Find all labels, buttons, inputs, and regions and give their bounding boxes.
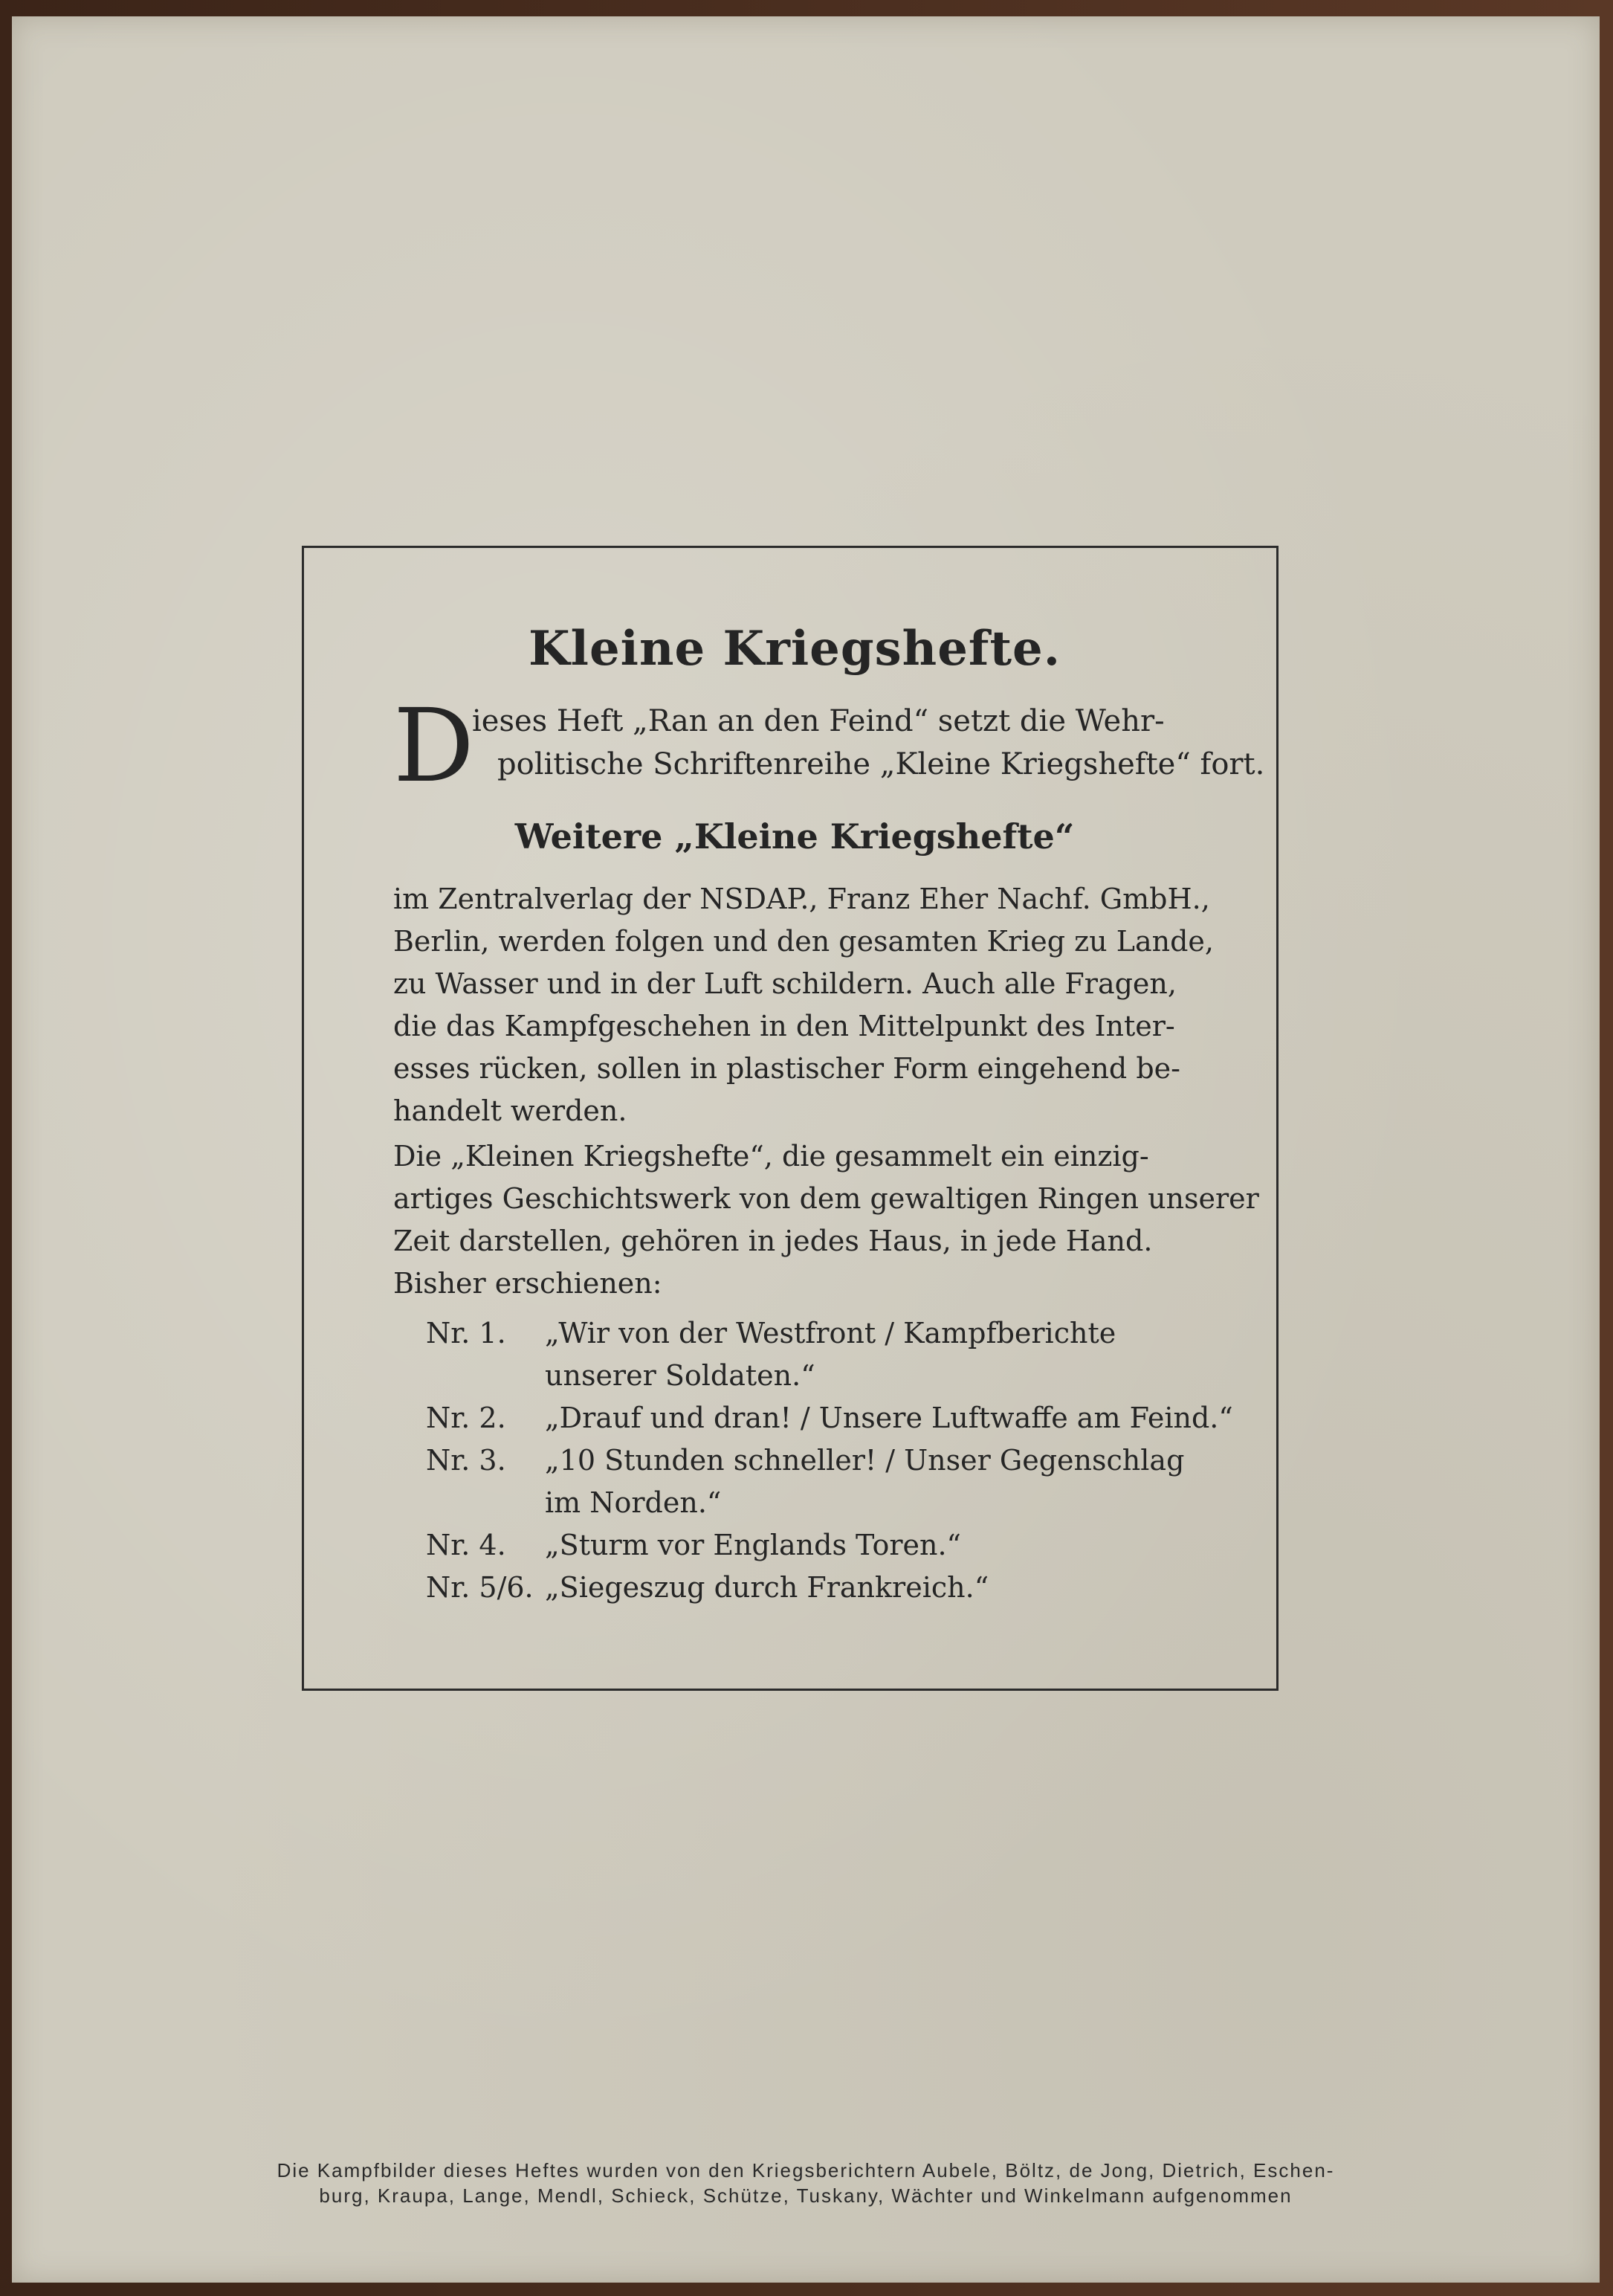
- issue-title-line: im Norden.“: [545, 1486, 722, 1519]
- intro-paragraph: [393, 687, 1265, 805]
- paragraph-publisher: [393, 878, 1214, 1132]
- paragraph-line: artiges Geschichtswerk von dem gewaltigen Ringen unserer: [393, 1181, 1259, 1215]
- list-item: [426, 1524, 1196, 1567]
- intro-dropcap: D: [393, 687, 475, 805]
- paragraph-line: Zeit darstellen, gehören in jedes Haus, in jede Hand.: [393, 1224, 1153, 1257]
- issue-title-line: „Sturm vor Englands Toren.“: [545, 1528, 961, 1561]
- booklet-frame: [302, 546, 1279, 1691]
- paragraph-line: Bisher erschienen:: [393, 1266, 662, 1300]
- list-item: [426, 1439, 1196, 1482]
- issue-number: Nr. 5/6.: [426, 1570, 534, 1604]
- booklet-content: [393, 621, 1265, 1609]
- issue-title-line: unserer Soldaten.“: [545, 1358, 815, 1392]
- list-item: [426, 1567, 1196, 1609]
- paragraph-line: handelt werden.: [393, 1094, 627, 1127]
- paragraph-line: zu Wasser und in der Luft schildern. Auch alle Fragen,: [393, 967, 1177, 1000]
- issue-number: Nr. 3.: [426, 1443, 506, 1477]
- intro-line-1: ieses Heft „Ran an den Feind“ setzt die Wehr-: [472, 703, 1165, 738]
- issue-number-spacer: [426, 1355, 545, 1397]
- photo-credits-footer: [12, 2158, 1600, 2208]
- issue-title-line: „Siegeszug durch Frankreich.“: [545, 1570, 989, 1604]
- paragraph-line: Berlin, werden folgen und den gesamten Krieg zu Lande,: [393, 924, 1214, 958]
- footer-line-1: Die Kampfbilder dieses Heftes wurden von den Kriegsberichtern Aubele, Böltz, de Jong, Dietrich, Eschen-: [277, 2159, 1335, 2181]
- section-subtitle: Weitere „Kleine Kriegshefte“: [514, 816, 1075, 857]
- issue-number: Nr. 2.: [426, 1401, 506, 1434]
- paragraph-series: [393, 1135, 1259, 1305]
- paper-sheet: [12, 16, 1600, 2283]
- issue-title-line: „10 Stunden schneller! / Unser Gegenschlag: [545, 1443, 1185, 1477]
- issue-number: Nr. 1.: [426, 1316, 506, 1349]
- paragraph-line: Die „Kleinen Kriegshefte“, die gesammelt ein einzig-: [393, 1139, 1149, 1173]
- list-item: [426, 1397, 1233, 1439]
- list-item-continuation: [426, 1355, 1196, 1397]
- booklet-title: Kleine Kriegshefte.: [528, 621, 1061, 677]
- list-item: [426, 1312, 1196, 1355]
- paragraph-line: die das Kampfgeschehen in den Mittelpunkt des Inter-: [393, 1009, 1175, 1042]
- issue-title-line: „Drauf und dran! / Unsere Luftwaffe am Feind.“: [545, 1401, 1233, 1434]
- intro-line-2: politische Schriftenreihe „Kleine Kriegshefte“ fort.: [497, 746, 1265, 781]
- issues-list: [426, 1312, 1233, 1609]
- issue-title-line: „Wir von der Westfront / Kampfberichte: [545, 1316, 1116, 1349]
- paragraph-line: esses rücken, sollen in plastischer Form eingehend be-: [393, 1051, 1180, 1085]
- footer-line-2: burg, Kraupa, Lange, Mendl, Schieck, Schütze, Tuskany, Wächter und Winkelmann aufgenommen: [319, 2184, 1293, 2207]
- paragraph-line: im Zentralverlag der NSDAP., Franz Eher Nachf. GmbH.,: [393, 882, 1210, 915]
- list-item-continuation: [426, 1482, 1196, 1524]
- issue-number-spacer: [426, 1482, 545, 1524]
- issue-number: Nr. 4.: [426, 1528, 506, 1561]
